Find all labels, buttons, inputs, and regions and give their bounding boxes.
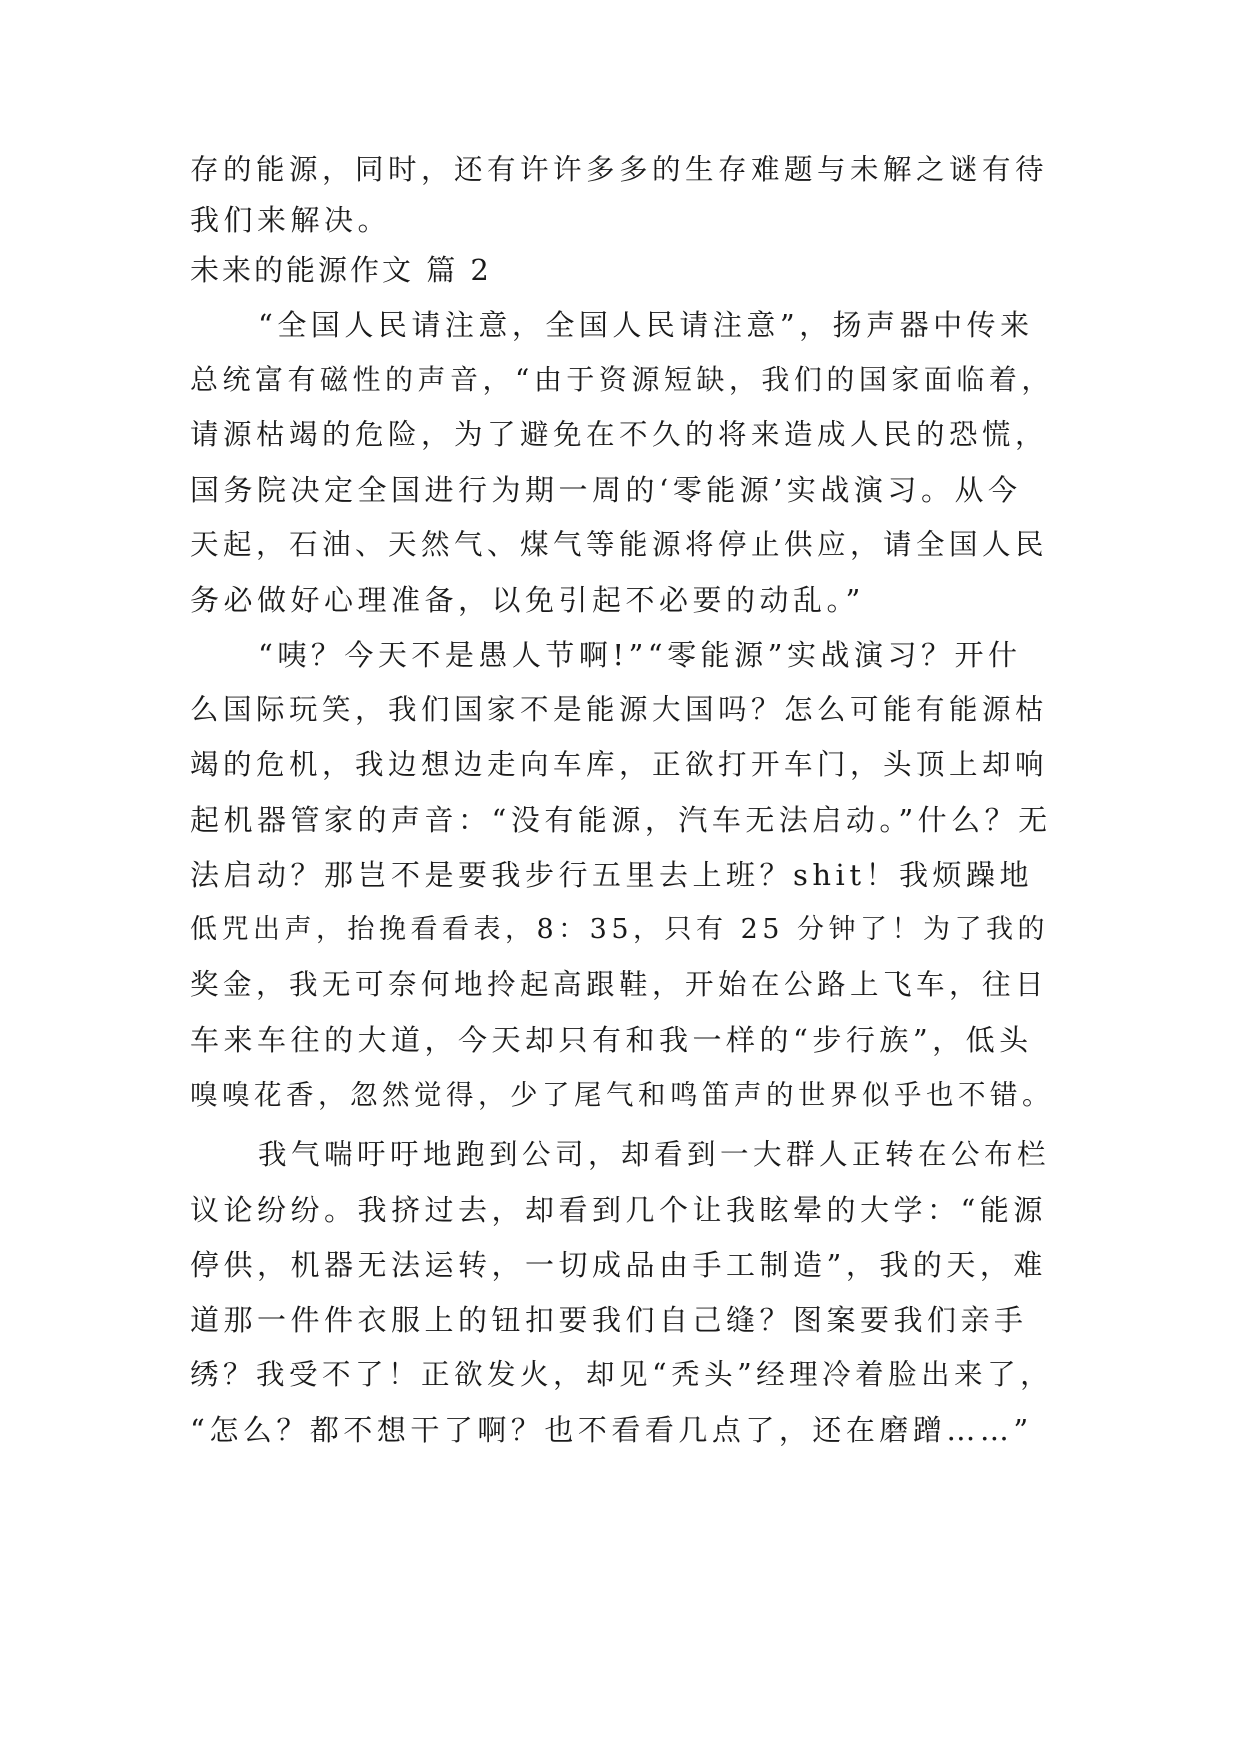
paragraph-line: 议论纷纷。我挤过去，却看到几个让我眩晕的大学：“能源 [190,1193,1047,1227]
paragraph-line: 国务院决定全国进行为期一周的‘零能源’实战演习。从今 [190,473,1022,507]
paragraph-line: 天起，石油、天然气、煤气等能源将停止供应，请全国人民 [190,528,1049,561]
paragraph-line: 务必做好心理准备，以免引起不必要的动乱。” [190,583,865,617]
paragraph-line: 绣？我受不了！正欲发火，却见“秃头”经理冷着脸出来了， [190,1358,1054,1391]
paragraph-line: “咦？今天不是愚人节啊!”“零能源”实战演习？开什 [258,638,1022,672]
paragraph-line: 总统富有磁性的声音，“由于资源短缺，我们的国家面临着， [190,363,1054,396]
paragraph-line: “怎么？都不想干了啊？也不看看几点了，还在磨蹭……” [190,1413,1033,1447]
paragraph-line: 奖金，我无可奈何地拎起高跟鞋，开始在公路上飞车，往日 [190,968,1049,1001]
paragraph-line: “全国人民请注意，全国人民请注意”，扬声器中传来 [258,308,1034,342]
paragraph-line: 法启动？那岂不是要我步行五里去上班？shit！我烦躁地 [190,858,1033,892]
paragraph-line: 我们来解决。 [190,203,392,237]
paragraph-line: 停供，机器无法运转，一切成品由手工制造”，我的天，难 [190,1248,1047,1282]
paragraph-line: 低咒出声，抬挽看看表，8：35，只有 25 分钟了！为了我的 [190,914,1050,945]
paragraph-line: 嗅嗅花香，忽然觉得，少了尾气和鸣笛声的世界似乎也不错。 [190,1079,1054,1111]
paragraph-line: 车来车往的大道，今天却只有和我一样的“步行族”，低头 [190,1023,1033,1057]
paragraph-line: 请源枯竭的危险，为了避免在不久的将来造成人民的恐慌， [190,418,1049,451]
paragraph-line: 存的能源，同时，还有许许多多的生存难题与未解之谜有待 [190,153,1049,186]
paragraph-line: 我气喘吁吁地跑到公司，却看到一大群人正转在公布栏 [258,1138,1051,1171]
paragraph-line: 么国际玩笑，我们国家不是能源大国吗？怎么可能有能源枯 [190,693,1049,726]
section-title: 未来的能源作文 篇 2 [190,253,492,287]
paragraph-line: 道那一件件衣服上的钮扣要我们自己缝？图案要我们亲手 [190,1303,1028,1337]
paragraph-line: 竭的危机，我边想边走向车库，正欲打开车门，头顶上却响 [190,748,1049,781]
paragraph-line: 起机器管家的声音：“没有能源，汽车无法启动。”什么？无 [190,803,1052,837]
